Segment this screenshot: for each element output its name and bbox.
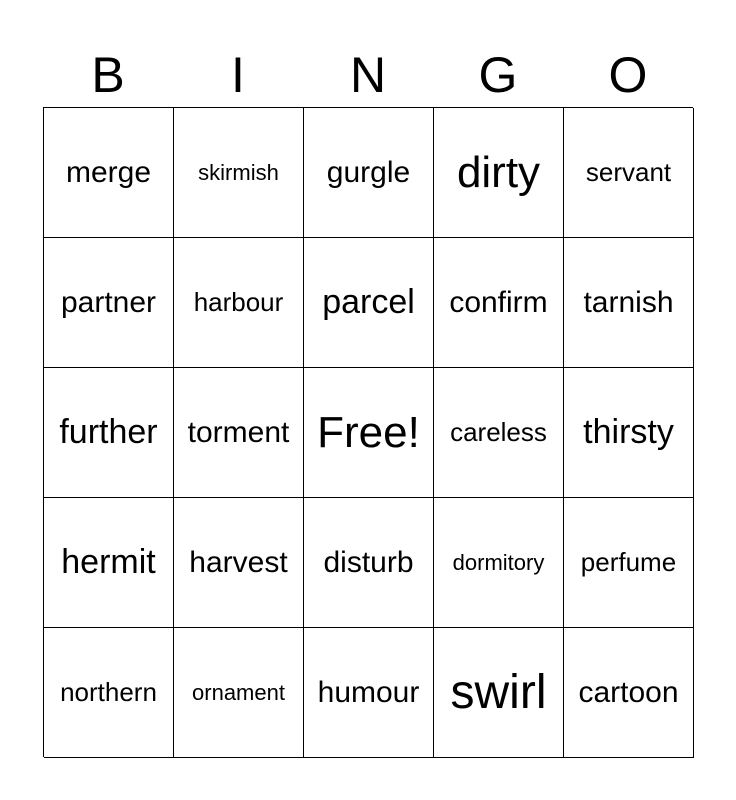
free-space-cell: Free! <box>304 368 434 498</box>
header-letter-o: O <box>608 47 648 103</box>
bingo-cell: tarnish <box>564 238 694 368</box>
bingo-cell: gurgle <box>304 108 434 238</box>
bingo-cell: torment <box>174 368 304 498</box>
bingo-cell: hermit <box>44 498 174 628</box>
bingo-cell: cartoon <box>564 628 694 758</box>
bingo-cell: swirl <box>434 628 564 758</box>
bingo-cell: further <box>44 368 174 498</box>
bingo-cell: disturb <box>304 498 434 628</box>
bingo-cell: servant <box>564 108 694 238</box>
header-letter-g: G <box>478 47 518 103</box>
bingo-cell: dormitory <box>434 498 564 628</box>
bingo-cell: skirmish <box>174 108 304 238</box>
bingo-cell: confirm <box>434 238 564 368</box>
header-letter-i: I <box>231 47 245 103</box>
bingo-cell: perfume <box>564 498 694 628</box>
bingo-cell: careless <box>434 368 564 498</box>
bingo-cell: harbour <box>174 238 304 368</box>
bingo-card-grid <box>43 107 693 757</box>
header-letter-b: B <box>91 47 125 103</box>
bingo-cell: parcel <box>304 238 434 368</box>
bingo-header <box>43 44 693 106</box>
header-letter-n: N <box>349 47 387 103</box>
bingo-cell: harvest <box>174 498 304 628</box>
bingo-cell: dirty <box>434 108 564 238</box>
bingo-cell: partner <box>44 238 174 368</box>
bingo-cell: ornament <box>174 628 304 758</box>
bingo-cell: thirsty <box>564 368 694 498</box>
bingo-cell: northern <box>44 628 174 758</box>
bingo-cell: humour <box>304 628 434 758</box>
bingo-cell: merge <box>44 108 174 238</box>
